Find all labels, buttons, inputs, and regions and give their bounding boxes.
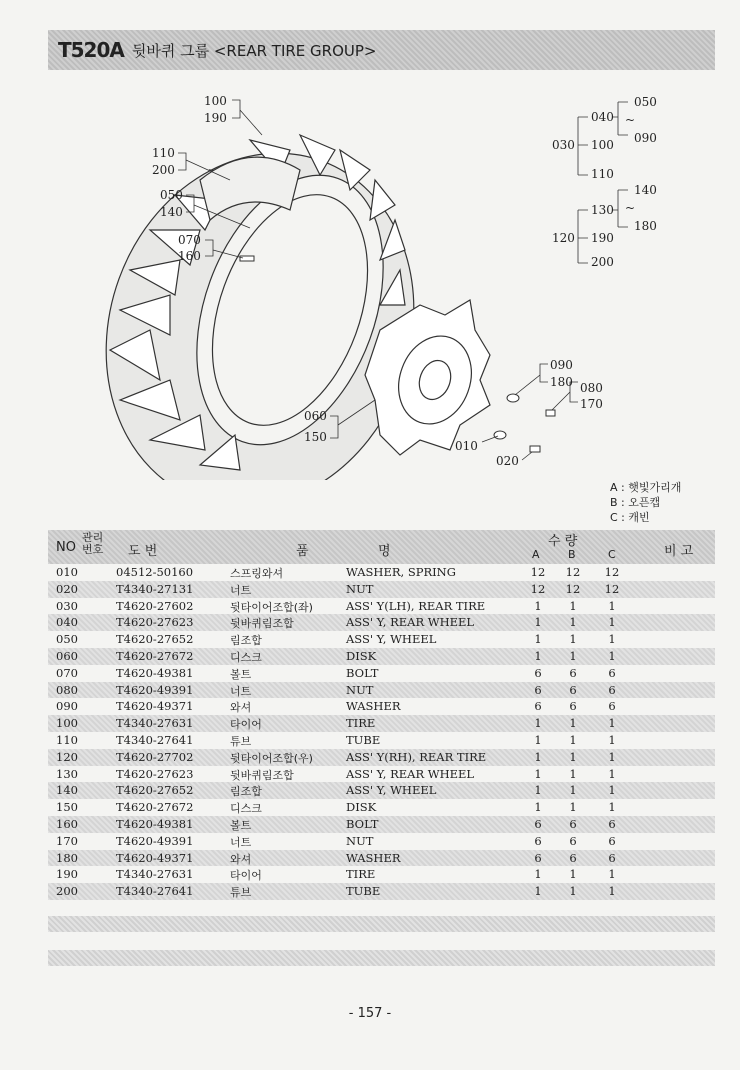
qty-c: 1 xyxy=(608,716,616,731)
qty-b: 6 xyxy=(569,816,577,831)
table-row xyxy=(48,816,715,833)
qty-a: 6 xyxy=(534,816,542,831)
drawing-number: T4620-27702 xyxy=(116,749,194,764)
qty-b: 1 xyxy=(569,800,577,815)
header-c: C xyxy=(608,548,616,561)
header-code: 도 번 xyxy=(128,544,158,559)
qty-a: 1 xyxy=(534,800,542,815)
qty-c: 6 xyxy=(608,682,616,697)
qty-b: 1 xyxy=(569,766,577,781)
qty-c: 1 xyxy=(608,783,616,798)
label-180: 180 xyxy=(550,375,573,389)
drawing-number: T4620-49391 xyxy=(116,682,194,697)
tree2-root: 120 xyxy=(552,231,575,245)
qty-b: 6 xyxy=(569,833,577,848)
svg-text:~: ~ xyxy=(625,201,636,215)
label-110: 110 xyxy=(152,146,175,160)
qty-a: 1 xyxy=(534,783,542,798)
legend xyxy=(610,480,681,525)
qty-b: 1 xyxy=(569,749,577,764)
drawing-number: T4620-27672 xyxy=(116,648,194,663)
qty-b: 1 xyxy=(569,884,577,899)
part-number: 150 xyxy=(56,800,78,815)
parts-table xyxy=(48,530,715,900)
qty-c: 6 xyxy=(608,816,616,831)
header-remark: 비 고 xyxy=(664,544,694,559)
qty-b: 12 xyxy=(565,581,581,596)
qty-c: 6 xyxy=(608,850,616,865)
header-a: A xyxy=(532,548,540,561)
qty-c: 1 xyxy=(608,867,616,882)
table-header xyxy=(48,530,715,564)
korean-name: 너트 xyxy=(230,684,252,698)
header-no: NO xyxy=(56,540,76,555)
english-name: NUT xyxy=(346,581,374,596)
model-code: T520A xyxy=(58,38,124,62)
qty-c: 1 xyxy=(608,615,616,630)
label-190: 190 xyxy=(204,111,227,125)
table-row xyxy=(48,598,715,615)
qty-a: 6 xyxy=(534,665,542,680)
table-row xyxy=(48,866,715,883)
qty-c: 12 xyxy=(604,565,620,579)
label-010: 010 xyxy=(455,439,478,453)
qty-a: 1 xyxy=(534,732,542,747)
tree1-a2: 090 xyxy=(634,131,657,145)
table-row xyxy=(48,715,715,732)
english-name: TUBE xyxy=(346,884,381,899)
qty-c: 1 xyxy=(608,766,616,781)
english-name: BOLT xyxy=(346,816,379,831)
qty-b: 6 xyxy=(569,850,577,865)
qty-a: 6 xyxy=(534,850,542,865)
label-200: 200 xyxy=(152,163,175,177)
tree2-a1: 140 xyxy=(634,183,657,197)
table-row xyxy=(48,782,715,799)
qty-b: 1 xyxy=(569,783,577,798)
table-row xyxy=(48,732,715,749)
part-number: 160 xyxy=(56,816,78,831)
qty-a: 6 xyxy=(534,682,542,697)
korean-name: 스프링와셔 xyxy=(230,567,284,580)
english-name: WASHER xyxy=(346,850,401,865)
part-number: 110 xyxy=(56,732,78,747)
qty-a: 1 xyxy=(534,632,542,647)
table-row xyxy=(48,833,715,850)
label-080: 080 xyxy=(580,381,603,395)
legend-b: B : 오픈캡 xyxy=(610,496,661,509)
drawing-number: T4620-27672 xyxy=(116,800,194,815)
drawing-number: T4620-27602 xyxy=(116,598,194,613)
drawing-number: T4340-27631 xyxy=(116,867,194,882)
drawing-number: T4620-27623 xyxy=(116,766,194,781)
page-number: - 157 - xyxy=(348,1006,392,1021)
drawing-number: T4340-27131 xyxy=(116,581,194,596)
part-number: 090 xyxy=(56,699,78,714)
english-name: ASS' Y(LH), REAR TIRE xyxy=(346,598,486,613)
tree2-a2: 180 xyxy=(634,219,657,233)
assembly-tree-120 xyxy=(578,190,628,263)
korean-name: 와셔 xyxy=(230,852,252,866)
qty-c: 1 xyxy=(608,648,616,663)
qty-b: 6 xyxy=(569,682,577,697)
korean-name: 림조합 xyxy=(230,634,262,648)
label-090: 090 xyxy=(550,358,573,372)
table-row xyxy=(48,648,715,665)
part-number: 100 xyxy=(56,716,78,731)
qty-c: 1 xyxy=(608,749,616,764)
korean-name: 볼트 xyxy=(230,667,252,681)
english-name: ASS' Y, REAR WHEEL xyxy=(346,615,475,630)
drawing-number: T4340-27631 xyxy=(116,716,194,731)
drawing-number: T4620-49371 xyxy=(116,699,194,714)
tree2-a: 130 xyxy=(591,203,614,217)
korean-name: 볼트 xyxy=(230,818,252,832)
drawing-number: T4620-49371 xyxy=(116,850,194,865)
empty-row-band xyxy=(48,916,715,932)
qty-a: 6 xyxy=(534,699,542,714)
korean-name: 너트 xyxy=(230,835,252,849)
qty-a: 1 xyxy=(534,766,542,781)
qty-c: 1 xyxy=(608,800,616,815)
table-row xyxy=(48,581,715,598)
table-body xyxy=(48,564,715,900)
qty-b: 1 xyxy=(569,615,577,630)
tree2-b: 190 xyxy=(591,231,614,245)
qty-a: 1 xyxy=(534,716,542,731)
english-name: ASS' Y, WHEEL xyxy=(346,783,437,798)
header-name2: 명 xyxy=(378,544,391,559)
qty-a: 1 xyxy=(534,884,542,899)
korean-name: 타이어 xyxy=(230,718,262,732)
korean-name: 뒷바퀴림조합 xyxy=(230,617,294,631)
header-mgmt: 관리 번호 xyxy=(82,531,104,556)
drawing-number: 04512-50160 xyxy=(116,565,194,579)
tree2-c: 200 xyxy=(591,255,614,269)
english-name: WASHER xyxy=(346,699,401,714)
qty-c: 1 xyxy=(608,598,616,613)
english-name: TIRE xyxy=(346,867,376,882)
qty-a: 1 xyxy=(534,867,542,882)
drawing-number: T4620-49381 xyxy=(116,665,194,680)
qty-c: 1 xyxy=(608,732,616,747)
tree1-a: 040 xyxy=(591,110,614,124)
part-number: 060 xyxy=(56,648,78,663)
part-number: 120 xyxy=(56,749,78,764)
part-number: 180 xyxy=(56,850,78,865)
korean-name: 림조합 xyxy=(230,785,262,799)
label-100: 100 xyxy=(204,94,227,108)
label-020: 020 xyxy=(496,454,519,468)
table-row xyxy=(48,631,715,648)
qty-b: 1 xyxy=(569,867,577,882)
label-140: 140 xyxy=(160,205,183,219)
korean-name: 디스크 xyxy=(230,650,262,664)
table-row xyxy=(48,799,715,816)
label-150: 150 xyxy=(304,430,327,444)
english-name: ASS' Y, REAR WHEEL xyxy=(346,766,475,781)
part-number: 070 xyxy=(56,665,78,680)
table-row xyxy=(48,883,715,900)
label-170: 170 xyxy=(580,397,603,411)
part-number: 080 xyxy=(56,682,78,697)
qty-a: 1 xyxy=(534,598,542,613)
qty-c: 1 xyxy=(608,884,616,899)
table-row xyxy=(48,766,715,783)
drawing-number: T4620-49381 xyxy=(116,816,194,831)
qty-b: 1 xyxy=(569,648,577,663)
qty-b: 1 xyxy=(569,632,577,647)
qty-b: 12 xyxy=(565,565,581,579)
korean-name: 뒷타이어조합(우) xyxy=(230,751,313,765)
label-160: 160 xyxy=(178,249,201,263)
korean-name: 타이어 xyxy=(230,869,262,883)
part-number: 020 xyxy=(56,581,78,596)
qty-c: 12 xyxy=(604,581,620,596)
part-number: 040 xyxy=(56,615,78,630)
header-name1: 품 xyxy=(296,544,309,559)
drawing-number: T4620-27652 xyxy=(116,783,194,798)
korean-name: 뒷타이어조합(좌) xyxy=(230,600,313,614)
english-name: NUT xyxy=(346,682,374,697)
label-070: 070 xyxy=(178,233,201,247)
label-050: 050 xyxy=(160,188,183,202)
tree1-a1: 050 xyxy=(634,95,657,109)
table-row xyxy=(48,682,715,699)
group-title: 뒷바퀴 그룹 <REAR TIRE GROUP> xyxy=(131,41,377,60)
korean-name: 뒷바퀴림조합 xyxy=(230,768,294,782)
drawing-number: T4620-49391 xyxy=(116,833,194,848)
qty-b: 6 xyxy=(569,665,577,680)
table-row xyxy=(48,614,715,631)
korean-name: 디스크 xyxy=(230,802,262,816)
english-name: DISK xyxy=(346,800,377,815)
page-header xyxy=(48,30,715,70)
tree1-c: 110 xyxy=(591,167,614,181)
korean-name: 튜브 xyxy=(230,886,252,900)
table-row xyxy=(48,564,715,581)
part-number: 170 xyxy=(56,833,78,848)
part-number: 190 xyxy=(56,867,78,882)
table-row xyxy=(48,665,715,682)
qty-a: 1 xyxy=(534,749,542,764)
drawing-number: T4340-27641 xyxy=(116,884,194,899)
english-name: TUBE xyxy=(346,732,381,747)
table-row xyxy=(48,698,715,715)
qty-c: 6 xyxy=(608,699,616,714)
label-060: 060 xyxy=(304,409,327,423)
qty-b: 6 xyxy=(569,699,577,714)
drawing-number: T4340-27641 xyxy=(116,732,194,747)
english-name: TIRE xyxy=(346,716,376,731)
part-number: 010 xyxy=(56,565,78,579)
qty-a: 1 xyxy=(534,648,542,663)
english-name: DISK xyxy=(346,648,377,663)
korean-name: 너트 xyxy=(230,583,252,597)
header-b: B xyxy=(568,548,576,561)
korean-name: 튜브 xyxy=(230,734,252,748)
table-row xyxy=(48,850,715,867)
english-name: NUT xyxy=(346,833,374,848)
header-qty: 수 량 xyxy=(548,534,578,549)
qty-c: 6 xyxy=(608,665,616,680)
svg-text:~: ~ xyxy=(625,113,636,127)
korean-name: 와셔 xyxy=(230,701,252,715)
english-name: ASS' Y(RH), REAR TIRE xyxy=(346,749,487,764)
table-row xyxy=(48,749,715,766)
english-name: BOLT xyxy=(346,665,379,680)
tree1-b: 100 xyxy=(591,138,614,152)
qty-a: 12 xyxy=(530,581,546,596)
part-number: 130 xyxy=(56,766,78,781)
qty-b: 1 xyxy=(569,716,577,731)
part-number: 200 xyxy=(56,884,78,899)
legend-a: A : 햇빛가리개 xyxy=(610,481,682,494)
qty-a: 12 xyxy=(530,565,546,579)
english-name: WASHER, SPRING xyxy=(346,565,456,579)
qty-b: 1 xyxy=(569,598,577,613)
qty-c: 1 xyxy=(608,632,616,647)
drawing-number: T4620-27652 xyxy=(116,632,194,647)
qty-b: 1 xyxy=(569,732,577,747)
drawing-number: T4620-27623 xyxy=(116,615,194,630)
qty-a: 1 xyxy=(534,615,542,630)
english-name: ASS' Y, WHEEL xyxy=(346,632,437,647)
exploded-diagram xyxy=(0,80,740,480)
qty-c: 6 xyxy=(608,833,616,848)
part-number: 030 xyxy=(56,598,78,613)
tree1-root: 030 xyxy=(552,138,575,152)
empty-row-band xyxy=(48,950,715,966)
legend-c: C : 캐빈 xyxy=(610,511,650,524)
part-number: 140 xyxy=(56,783,78,798)
qty-a: 6 xyxy=(534,833,542,848)
part-number: 050 xyxy=(56,632,78,647)
